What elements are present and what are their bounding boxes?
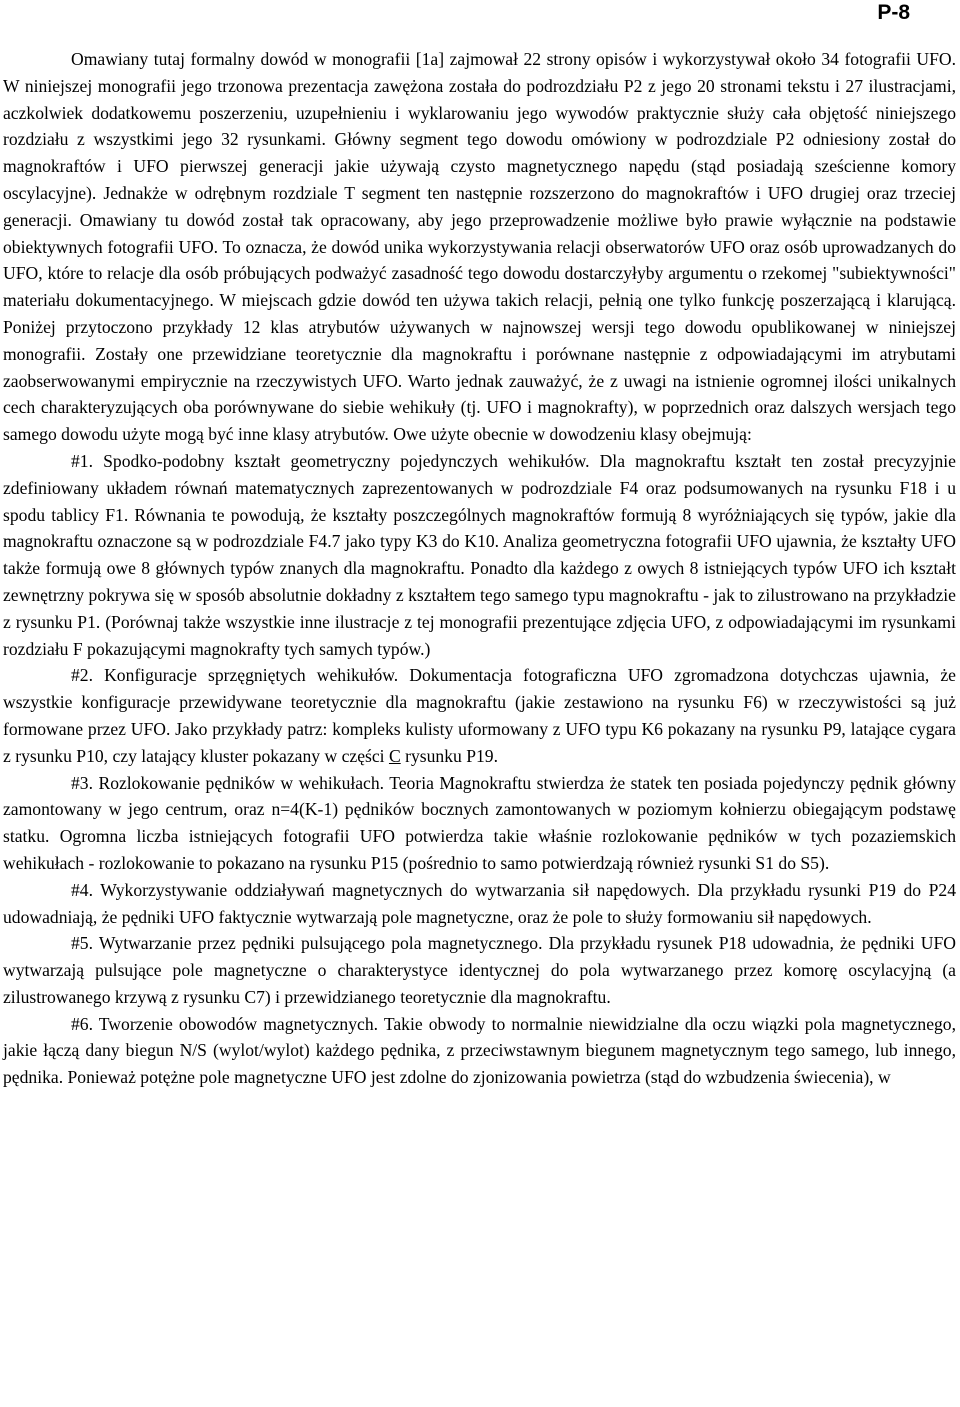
paragraph-attribute-3: #3. Rozlokowanie pędników w wehikułach. Teoria Magnokraftu stwierdza że statek ten posiada pojedynczy pędnik główny zamontowany w jego centrum, oraz n=4(K-1) pędników bocznych zamontowanych w poziomym kołnierzu obiegającym podstawę statku. Ogromna liczba istniejących fotografii UFO potwierdza takie właśnie rozlokowanie pędników w tych pozaziemskich wehikułach - rozlokowanie to pokazano na rysunku P15 (pośrednio to samo potwierdzają również rysunki S1 do S5). bbox=[3, 772, 956, 873]
paragraph-attribute-2-text: #2. Konfiguracje sprzęgniętych wehikułów. Dokumentacja fotograficzna UFO zgromadzona dotychczas ujawnia, że wszystkie konfiguracje przewidywane teoretycznie dla magnokraftu (jakie zestawiono na rysunku F6) w rzeczywistości są już formowane przez UFO. Jako przykłady patrz: kompleks kulisty uformowany z UFO typu K6 pokazany na rysunku P9, latające cygara z rysunku P10, czy latający kluster pokazany w części bbox=[3, 665, 956, 766]
paragraph-attribute-2-tail: rysunku P19. bbox=[400, 745, 498, 766]
document-body bbox=[3, 46, 956, 1091]
paragraph-intro: Omawiany tutaj formalny dowód w monografii [1a] zajmował 22 strony opisów i wykorzystywał około 34 fotografii UFO. W niniejszej monografii jego trzonowa prezentacja zawężona została do podrozdziału P2 z jego 20 stronami tekstu i 27 ilustracjami, aczkolwiek dodatkowemu poszerzeniu, uzupełnieniu i wyklarowaniu jego wywodów praktycznie służy cała objętość niniejszego rozdziału z wszystkimi jego 32 rysunkami. Główny segment tego dowodu omówiony w podrozdziale P2 odniesiony został do magnokraftów i UFO pierwszej generacji jakie używają czysto magnetycznego napędu (stąd posiadają sześcienne komory oscylacyjne). Jednakże w odrębnym rozdziale T segment ten następnie rozszerzono do magnokraftów i UFO drugiej oraz trzeciej generacji. Omawiany tu dowód został tak opracowany, aby jego przeprowadzenie możliwe było prawie wyłącznie na podstawie obiektywnych fotografii UFO. To oznacza, że dowód unika wykorzystywania relacji obserwatorów UFO oraz osób uprowadzanych do UFO, które to relacje dla osób próbujących podważyć zasadność tego dowodu dostarczyłyby argumentu o rzekomej "subiektywności" materiału dokumentacyjnego. W miejscach gdzie dowód ten używa takich relacji, pełnią one tylko funkcję poszerzającą i klarującą. Poniżej przytoczono przykłady 12 klas atrybutów używanych w najnowszej wersji tego dowodu opublikowanej w niniejszej monografii. Zostały one przewidziane teoretycznie dla magnokraftu i porównane następnie z odpowiadającymi im atrybutami zaobserwowanymi empirycznie na rzeczywistych UFO. Warto jednak zauważyć, że z uwagi na istnienie ogromnej ilości unikalnych cech charakteryzujących oba porównywane do siebie wehikuły (tj. UFO i magnokrafty), w poprzednich oraz dalszych wersjach tego samego dowodu użyte mogą być inne klasy atrybutów. Owe użyte obecnie w dowodzeniu klasy obejmują: bbox=[3, 49, 956, 445]
paragraph-attribute-1: #1. Spodko-podobny kształt geometryczny pojedynczych wehikułów. Dla magnokraftu kształt ten został precyzyjnie zdefiniowany układem równań matematycznych zaprezentowanych w podrozdziale F4 oraz podsumowanych na rysunku F18 i u spodu tablicy F1. Równania te powodują, że kształty poszczególnych magnokraftów formują 8 wyróżniających się typów, jakie dla magnokraftu oznaczone są w podrozdziale F4.7 jako typy K3 do K10. Analiza geometryczna fotografii UFO ujawnia, że kształty UFO także formują owe 8 głównych typów znanych dla magnokraftu. Ponadto dla każdego z owych 8 istniejących typów UFO ich kształt zewnętrzny pokrywa się w sposób absolutnie dokładny z kształtem tego samego typu magnokraftu - jak to zilustrowano na przykładzie z rysunku P1. (Porównaj także wszystkie inne ilustracje z tej monografii prezentujące zdjęcia UFO, z odpowiadającymi im rysunkami rozdziału F pokazującymi magnokrafty tych samych typów.) bbox=[3, 450, 956, 659]
page-number: P-8 bbox=[877, 1, 910, 24]
paragraph-attribute-2 bbox=[3, 662, 956, 769]
paragraph-attribute-4: #4. Wykorzystywanie oddziaływań magnetycznych do wytwarzania sił napędowych. Dla przykładu rysunki P19 do P24 udowadniają, że pędniki UFO faktycznie wytwarzają pole magnetyczne, oraz że pole to służy formowaniu sił napędowych. bbox=[3, 879, 956, 927]
underlined-part-letter: C bbox=[388, 745, 401, 766]
paragraph-attribute-6: #6. Tworzenie obowodów magnetycznych. Takie obwody to normalnie niewidzialne dla oczu wiązki pola magnetycznego, jakie łączą dany biegun N/S (wylot/wylot) każdego pędnika, z przeciwstawnym biegunem magnetycznym tego samego, lub innego, pędnika. Ponieważ potężne pole magnetyczne UFO jest zdolne do zjonizowania powietrza (stąd do wzbudzenia świecenia), w bbox=[3, 1013, 956, 1088]
paragraph-attribute-5: #5. Wytwarzanie przez pędniki pulsującego pola magnetycznego. Dla przykładu rysunek P18 udowadnia, że pędniki UFO wytwarzają pulsujące pole magnetyczne o charakterystyce identycznej do pola wytwarzanego przez komorę oscylacyjną (a zilustrowanego krzywą z rysunku C7) i przewidzianego teoretycznie dla magnokraftu. bbox=[3, 933, 956, 1007]
